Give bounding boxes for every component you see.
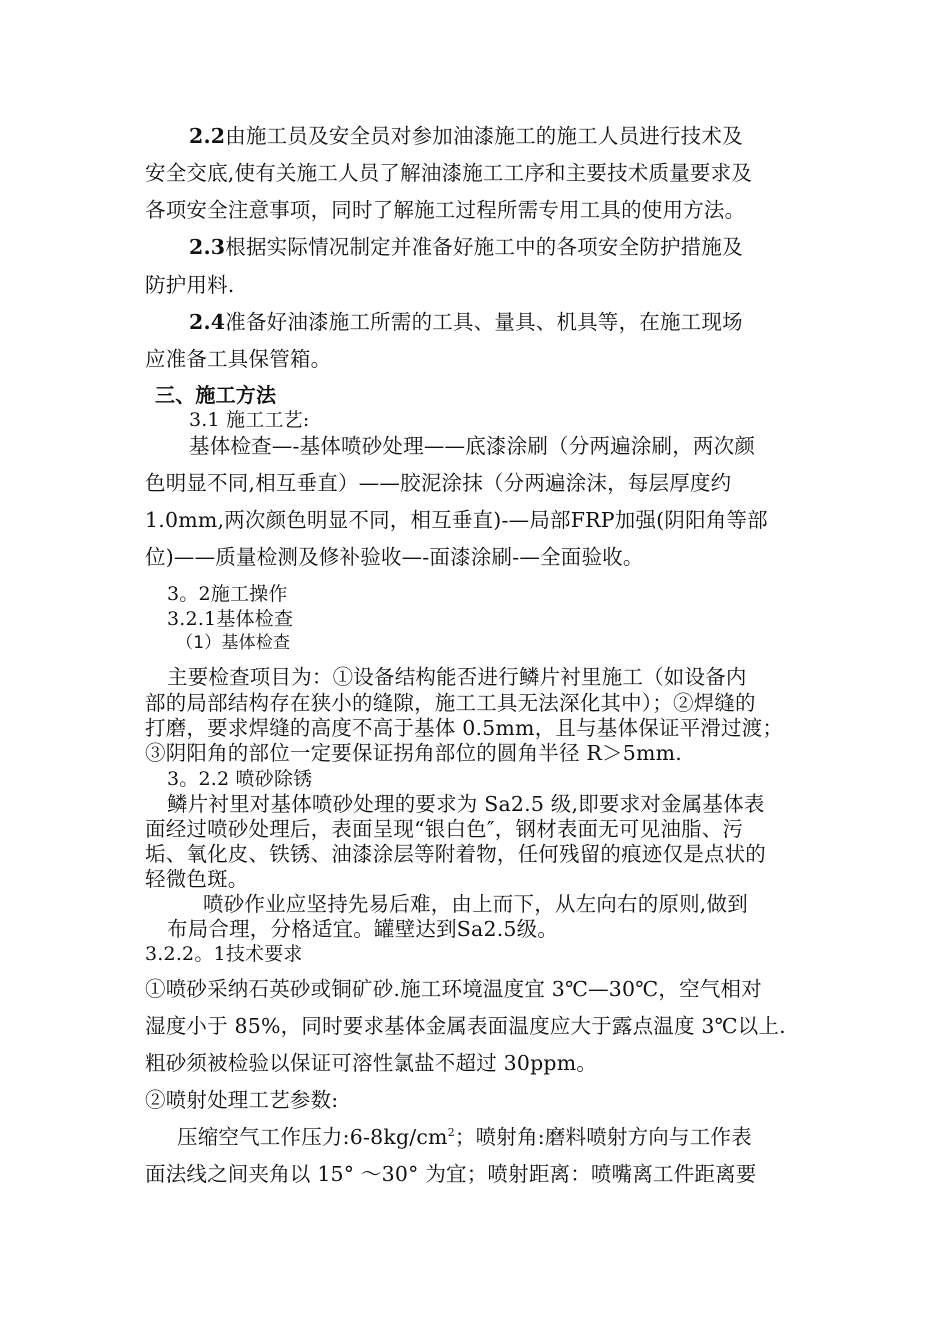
- para-number: 2.4: [189, 310, 226, 334]
- subsection-3-2: 3。2施工操作: [167, 583, 288, 605]
- para-number: 2.2: [189, 124, 226, 148]
- blasting-line-5: 喷砂作业应坚持先易后难，由上而下，从左向右的原则,做到: [203, 892, 748, 916]
- para-2-4-line-2: 应准备工具保管箱。: [145, 347, 332, 371]
- process-line-1: 基体检查—-基体喷砂处理——底漆涂刷（分两遍涂刷，两次颜: [189, 434, 756, 458]
- para-2-4-line-1: 2.4准备好油漆施工所需的工具、量具、机具等，在施工现场: [189, 310, 743, 334]
- para-2-2-line-2: 安全交底,使有关施工人员了解油漆施工工序和主要技术质量要求及: [145, 161, 753, 185]
- tech-line-5: 压缩空气工作压力$:6-8kg/cm^2$；喷射角:磨料喷射方向与工作表: [177, 1125, 752, 1149]
- inspection-line-1: 主要检查项目为：①设备结构能否进行鳞片衬里施工（如设备内: [167, 665, 747, 689]
- para-2-2-line-3: 各项安全注意事项，同时了解施工过程所需专用工具的使用方法。: [145, 198, 746, 222]
- tech-line-3: 粗砂须被检验以保证可溶性氯盐不超过 30ppm。: [145, 1051, 598, 1075]
- tech-line-1: ①喷砂采纳石英砂或铜矿砂.施工环境温度宜 3℃—30℃，空气相对: [145, 977, 762, 1001]
- inspection-line-3: 打磨，要求焊缝的高度不高于基体 0.5mm，且与基体保证平滑过渡；: [145, 716, 784, 740]
- sub-item-1: （1）基体检查: [176, 633, 291, 653]
- subsection-3-2-1: 3.2.1基体检查: [167, 608, 294, 630]
- process-line-4: 位)——质量检测及修补验收—-面漆涂刷-—全面验收。: [145, 545, 644, 569]
- blasting-line-4: 轻微色斑。: [145, 867, 249, 891]
- tech-line-2: 湿度小于 85%，同时要求基体金属表面温度应大于露点温度 3℃以上.: [145, 1014, 786, 1038]
- para-number: 2.3: [189, 235, 226, 259]
- inspection-line-4: ③阴阳角的部位一定要保证拐角部位的圆角半径 R＞5mm.: [145, 741, 682, 765]
- tech-line-4: ②喷射处理工艺参数:: [145, 1088, 339, 1112]
- para-2-3-line-1: 2.3根据实际情况制定并准备好施工中的各项安全防护措施及: [189, 235, 743, 259]
- tech-line-6: 面法线之间夹角以 15° ～30° 为宜；喷射距离：喷嘴离工件距离要: [145, 1162, 757, 1186]
- subsection-3-2-2-1: 3.2.2。1技术要求: [145, 943, 303, 965]
- blasting-line-2: 面经过喷砂处理后，表面呈现“银白色″，钢材表面无可见油脂、污: [145, 817, 744, 841]
- para-2-2-line-1: 2.2由施工员及安全员对参加油漆施工的施工人员进行技术及: [189, 124, 743, 148]
- para-2-3-line-2: 防护用料.: [145, 273, 235, 297]
- subsection-3-1: 3.1 施工工艺:: [189, 409, 310, 431]
- superscript: 2: [447, 1126, 455, 1140]
- process-line-2: 色明显不同,相互垂直）——胶泥涂抹（分两遍涂沫，每层厚度约: [145, 471, 732, 495]
- blasting-line-6: 布局合理，分格适宜。罐壁达到Sa2.5级。: [167, 917, 559, 941]
- blasting-line-3: 垢、氧化皮、铁锈、油漆涂层等附着物，任何残留的痕迹仅是点状的: [145, 842, 766, 866]
- section-heading: 三、施工方法: [155, 383, 277, 407]
- subsection-3-2-2: 3。2.2 喷砂除锈: [167, 768, 313, 790]
- blasting-line-1: 鳞片衬里对基体喷砂处理的要求为 Sa2.5 级,即要求对金属基体表: [167, 792, 765, 816]
- inspection-line-2: 部的局部结构存在狭小的缝隙，施工工具无法深化其中）；②焊缝的: [145, 691, 756, 715]
- process-line-3: 1.0mm,两次颜色明显不同，相互垂直)-—局部FRP加强(阴阳角等部: [145, 508, 768, 532]
